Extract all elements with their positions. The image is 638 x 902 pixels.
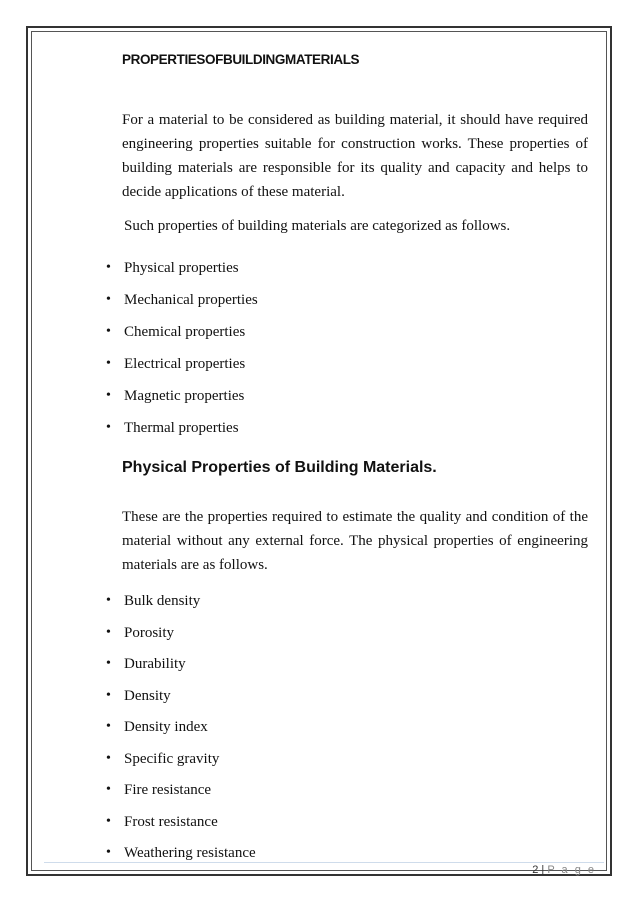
list-item: • Fire resistance	[106, 780, 256, 812]
list-item: • Electrical properties	[106, 354, 258, 386]
list-item: • Weathering resistance	[106, 843, 256, 875]
list-item: • Physical properties	[106, 258, 258, 290]
categories-list	[106, 258, 258, 450]
page-label: P a g e	[547, 864, 596, 876]
page-footer	[532, 864, 596, 876]
list-item: • Chemical properties	[106, 322, 258, 354]
list-item: • Thermal properties	[106, 418, 258, 450]
page-number: 2	[532, 864, 539, 876]
categorized-paragraph: Such properties of building materials are categorized as follows.	[124, 218, 511, 234]
list-item: • Bulk density	[106, 591, 256, 623]
list-item: • Density	[106, 686, 256, 718]
list-item: • Frost resistance	[106, 812, 256, 844]
list-item: • Magnetic properties	[106, 386, 258, 418]
list-item: • Density index	[106, 717, 256, 749]
list-item: • Specific gravity	[106, 749, 256, 781]
intro-paragraph: For a material to be considered as building material, it should have required engineering properties suitable for construction works. These properties of building materials are responsible for its quality and capacity and helps to decide applications of these material.	[122, 112, 588, 200]
section-heading: Physical Properties of Building Materials.	[122, 459, 437, 476]
list-item: • Mechanical properties	[106, 290, 258, 322]
footer-separator: |	[541, 864, 545, 876]
list-item: • Durability	[106, 654, 256, 686]
list-item: • Porosity	[106, 623, 256, 655]
physical-intro-paragraph: These are the properties required to estimate the quality and condition of the material without any external force. The physical properties of engineering materials are as follows.	[122, 509, 588, 573]
page-title: PROPERTIESOFBUILDINGMATERIALS	[122, 52, 360, 67]
footer-divider	[44, 862, 604, 863]
physical-properties-list	[106, 591, 256, 875]
